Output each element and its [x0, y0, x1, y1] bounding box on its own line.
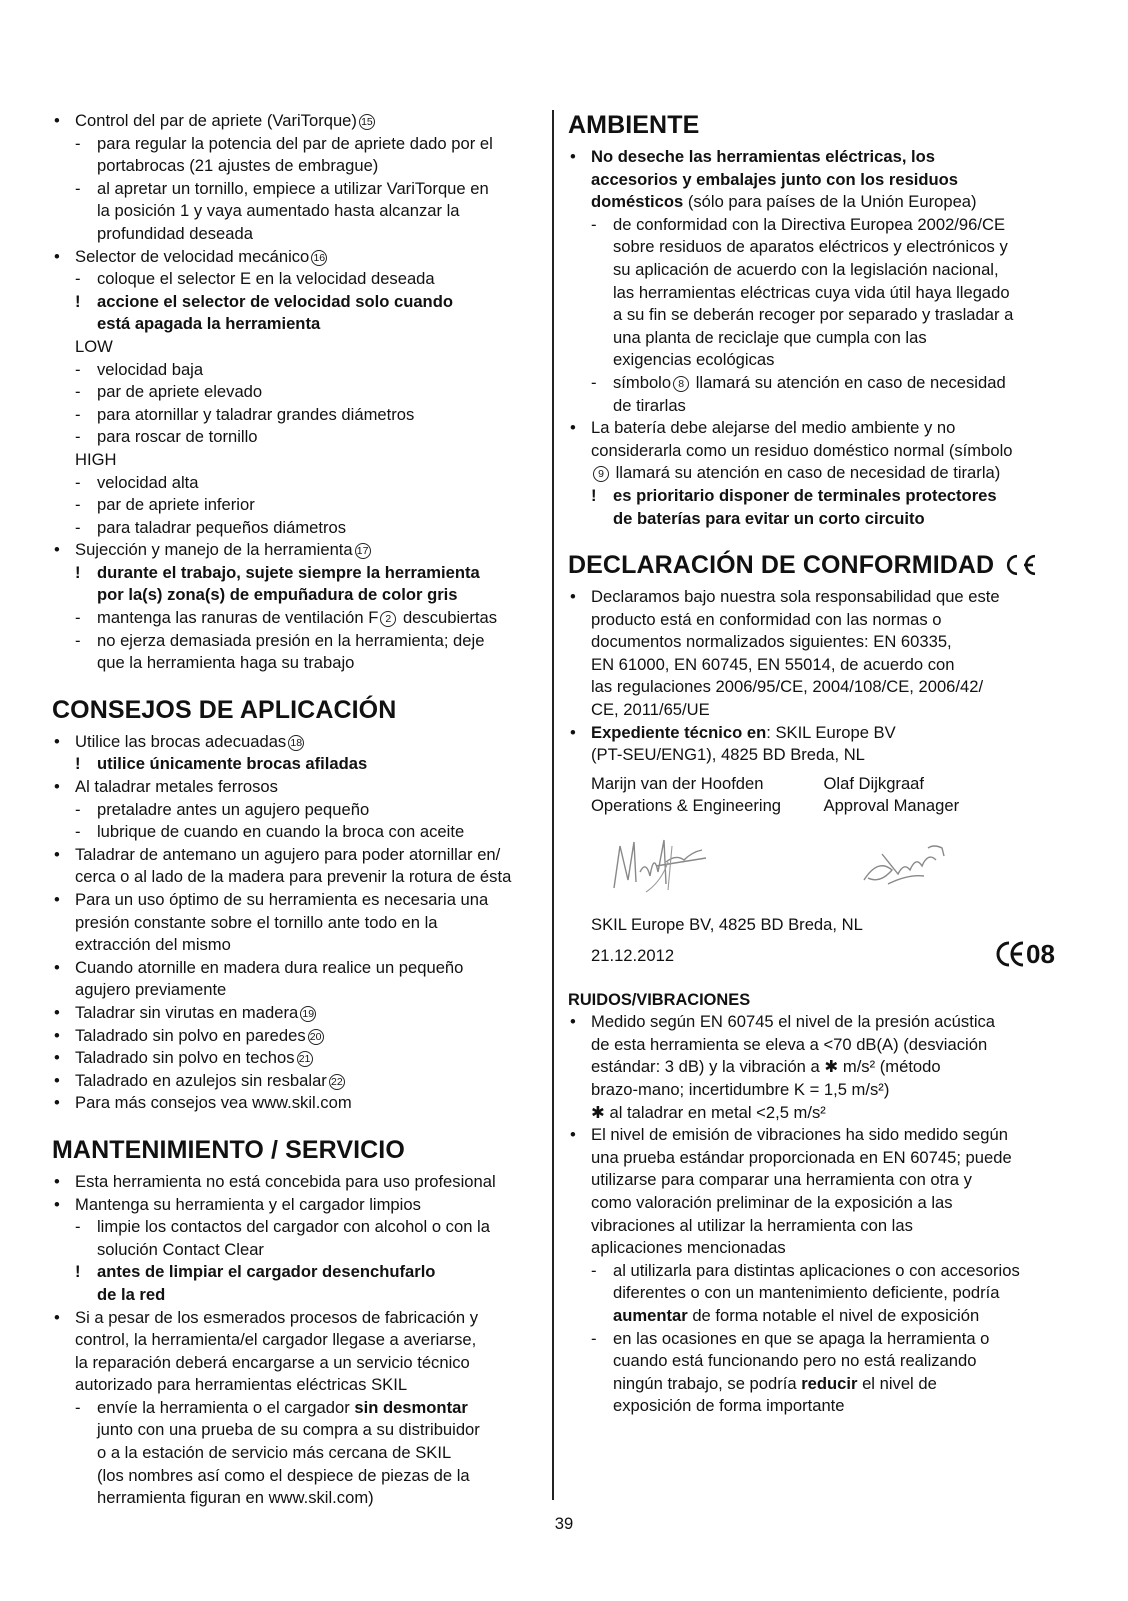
line-text: no ejerza demasiada presión en la herramienta; deje: [97, 630, 485, 650]
continuation-line: [568, 1237, 1056, 1260]
bullet-item: [52, 539, 540, 562]
line-text: accione el selector de velocidad solo cuando: [97, 291, 453, 311]
line-text: Control del par de apriete (VariTorque): [75, 111, 357, 130]
line-text: utilizarse para comparar una herramienta con otra y: [591, 1170, 972, 1190]
line-text: Al taladrar metales ferrosos: [75, 777, 278, 797]
line-text: CE, 2011/65/UE: [591, 700, 710, 720]
figure-reference-badge: 18: [288, 735, 304, 751]
continuation-line: [568, 1192, 1056, 1215]
line-text: de la red: [97, 1284, 166, 1304]
line-text: antes de limpiar el cargador desenchufarlo: [97, 1262, 436, 1282]
dash-item: [568, 372, 1056, 395]
line-text: coloque el selector E en la velocidad deseada: [97, 269, 435, 289]
continuation-line: [568, 1169, 1056, 1192]
line-text: velocidad alta: [97, 472, 199, 492]
line-text: Selector de velocidad mecánico: [75, 246, 310, 266]
signer-2-role: Approval Manager: [823, 796, 960, 816]
continuation-line: [52, 912, 540, 935]
bullet-item: [568, 1011, 1056, 1034]
line-text: para roscar de tornillo: [97, 427, 258, 447]
bullet-item: [52, 1025, 540, 1048]
line-text: presión constante sobre el tornillo ante todo en la: [75, 912, 438, 932]
mantenimiento-heading: MANTENIMIENTO / SERVICIO: [52, 1135, 405, 1164]
continuation-line: [568, 304, 1056, 327]
bullet-item: [52, 246, 540, 269]
line-text: diferentes o con un mantenimiento deficiente, podría: [613, 1283, 1000, 1303]
line-text: cerca o al lado de la madera para prevenir la rotura de ésta: [75, 867, 512, 887]
line-text: las herramientas eléctricas cuya vida útil haya llegado: [613, 282, 1010, 302]
dash-item: [52, 178, 540, 201]
line-text: es prioritario disponer de terminales protectores: [613, 485, 997, 505]
line-text: limpie los contactos del cargador con alcohol o con la: [97, 1217, 490, 1237]
signer-2-name: Olaf Dijkgraaf: [823, 773, 925, 793]
continuation-line: [568, 1305, 1056, 1328]
continuation-line: [52, 1352, 540, 1375]
line-text: par de apriete inferior: [97, 495, 255, 515]
continuation-line: [568, 631, 1056, 654]
line-text: Cuando atornille en madera dura realice un pequeño: [75, 957, 464, 977]
line-text: aumentar: [613, 1305, 688, 1325]
line-text: Taladrado sin polvo en techos: [75, 1048, 295, 1068]
continuation-line: [568, 1215, 1056, 1238]
signer-1-role: Operations & Engineering: [591, 796, 782, 816]
continuation-line: [52, 336, 540, 359]
line-text: una prueba estándar proporcionada en EN 60745; puede: [591, 1147, 1012, 1167]
line-text: El nivel de emisión de vibraciones ha sido medido según: [591, 1125, 1008, 1145]
line-text: su aplicación de acuerdo con la legislación nacional,: [613, 259, 999, 279]
line-text: de baterías para evitar un corto circuito: [613, 508, 925, 528]
mantenimiento-list: [52, 1171, 540, 1510]
line-text: la reparación deberá encargarse a un servicio técnico: [75, 1352, 470, 1372]
bullet-item: [52, 1171, 540, 1194]
figure-reference-badge: 8: [673, 376, 689, 392]
continuation-line: [52, 652, 540, 675]
continuation-line: [52, 1239, 540, 1262]
continuation-line: [52, 155, 540, 178]
continuation-line: [568, 609, 1056, 632]
bullet-item: [52, 844, 540, 867]
line-text: Declaramos bajo nuestra sola responsabilidad que este: [591, 587, 1000, 607]
continuation-line: [568, 282, 1056, 305]
continuation-line: [52, 866, 540, 889]
signature-1-image: [606, 832, 716, 896]
line-text: envíe la herramienta o el cargador: [97, 1397, 355, 1417]
line-text: lubrique de cuando en cuando la broca con aceite: [97, 822, 465, 842]
figure-reference-badge: 17: [355, 543, 371, 559]
tool-usage-list: [52, 110, 540, 675]
continuation-line: [568, 349, 1056, 372]
consejos-list: [52, 731, 540, 1115]
declaration-date: 21.12.2012: [591, 945, 675, 965]
bullet-item: [52, 110, 540, 133]
line-text: por la(s) zona(s) de empuñadura de color gris: [97, 585, 458, 605]
line-text: No deseche las herramientas eléctricas, los: [591, 147, 936, 166]
ambiente-list: [568, 146, 1056, 530]
continuation-line: [568, 440, 1056, 463]
line-text: EN 61000, EN 60745, EN 55014, de acuerdo con: [591, 654, 955, 674]
dash-item: [52, 799, 540, 822]
line-text-after: (sólo para países de la Unión Europea): [683, 192, 977, 212]
line-text: brazo-mano; incertidumbre K = 1,5 m/s²): [591, 1080, 890, 1099]
continuation-line: [568, 259, 1056, 282]
signer-1: [591, 773, 824, 818]
continuation-line: [52, 313, 540, 336]
line-text: para regular la potencia del par de apriete dado por el: [97, 133, 493, 153]
dash-item: [52, 359, 540, 382]
dash-item: [568, 214, 1056, 237]
line-text: cuando está funcionando pero no está realizando: [613, 1351, 977, 1371]
line-text: herramienta figuran en www.skil.com): [97, 1488, 374, 1508]
line-text: aplicaciones mencionadas: [591, 1238, 786, 1258]
dash-item: [52, 1397, 540, 1420]
line-text: producto está en conformidad con las normas o: [591, 609, 942, 629]
line-text: mantenga las ranuras de ventilación F: [97, 608, 379, 628]
signers-block: [568, 773, 1056, 818]
line-text: autorizado para herramientas eléctricas SKIL: [75, 1375, 408, 1395]
continuation-line: [52, 1487, 540, 1510]
line-text-after: llamará su atención en caso de necesidad de tirarla): [611, 463, 1001, 483]
continuation-line: [568, 654, 1056, 677]
continuation-line: [568, 1147, 1056, 1170]
declaracion-list: [568, 586, 1056, 767]
line-text: que la herramienta haga su trabajo: [97, 653, 355, 673]
line-text: Para un uso óptimo de su herramienta es necesaria una: [75, 890, 489, 909]
line-text: símbolo: [613, 372, 672, 392]
continuation-line: [568, 395, 1056, 418]
warning-item: [52, 562, 540, 585]
line-text: LOW: [75, 336, 113, 356]
continuation-line: [52, 1374, 540, 1397]
line-text: exposición de forma importante: [613, 1396, 845, 1416]
continuation-line: [52, 449, 540, 472]
line-text: en las ocasiones en que se apaga la herramienta o: [613, 1328, 990, 1348]
dash-item: [568, 1260, 1056, 1283]
continuation-line: [568, 744, 1056, 767]
line-text: ningún trabajo, se podría: [613, 1373, 802, 1393]
line-text: exigencias ecológicas: [613, 350, 775, 370]
bullet-item: [52, 957, 540, 980]
continuation-line: [568, 1373, 1056, 1396]
bullet-item: [52, 1070, 540, 1093]
line-text: como valoración preliminar de la exposición a las: [591, 1192, 953, 1212]
figure-reference-badge: 2: [380, 611, 396, 627]
figure-reference-badge: 16: [311, 250, 327, 266]
line-text: velocidad baja: [97, 359, 204, 379]
line-text: ✱ al taladrar en metal <2,5 m/s²: [591, 1102, 826, 1122]
bullet-item: [568, 586, 1056, 609]
bullet-item: [568, 1124, 1056, 1147]
bullet-item: [568, 722, 1056, 745]
continuation-line: [568, 1282, 1056, 1305]
continuation-line: [52, 1329, 540, 1352]
ruidos-heading: RUIDOS/VIBRACIONES: [568, 990, 751, 1009]
line-text: al utilizarla para distintas aplicaciones o con accesorios: [613, 1260, 1020, 1280]
dash-item: [52, 268, 540, 291]
dash-item: [568, 1328, 1056, 1351]
continuation-line: [568, 1034, 1056, 1057]
signer-1-name: Marijn van der Hoofden: [591, 773, 764, 793]
line-text: considerarla como un residuo doméstico normal (símbolo: [591, 440, 1013, 460]
dash-item: [52, 821, 540, 844]
line-text: junto con una prueba de su compra a su distribuidor: [97, 1420, 480, 1440]
line-text: durante el trabajo, sujete siempre la herramienta: [97, 562, 480, 582]
line-text: Expediente técnico en: [591, 722, 767, 742]
line-text: las regulaciones 2006/95/CE, 2004/108/CE, 2006/42/: [591, 677, 984, 697]
line-text: de esta herramienta se eleva a <70 dB(A) (desviación: [591, 1034, 988, 1054]
line-text: una planta de reciclaje que cumpla con las: [613, 327, 927, 347]
warning-item: [568, 485, 1056, 508]
declaracion-title: DECLARACIÓN DE CONFORMIDAD: [568, 551, 995, 580]
figure-reference-badge: 19: [300, 1006, 316, 1022]
dash-item: [52, 1216, 540, 1239]
line-text: para atornillar y taladrar grandes diámetros: [97, 404, 415, 424]
line-text: accesorios y embalajes junto con los residuos: [591, 169, 959, 189]
line-text: de conformidad con la Directiva Europea 2002/96/CE: [613, 214, 1006, 234]
figure-reference-badge: 15: [359, 114, 375, 130]
line-text: sobre residuos de aparatos eléctricos y electrónicos y: [613, 237, 1008, 257]
line-text: Para más consejos vea www.skil.com: [75, 1093, 352, 1113]
figure-reference-badge: 22: [329, 1074, 345, 1090]
line-text: pretaladre antes un agujero pequeño: [97, 799, 370, 819]
continuation-line: [568, 191, 1056, 214]
line-text: Taladrado en azulejos sin resbalar: [75, 1070, 327, 1090]
figure-reference-badge: 9: [593, 466, 609, 482]
bullet-item: [568, 417, 1056, 440]
line-text: utilice únicamente brocas afiladas: [97, 754, 368, 774]
left-column: [52, 110, 540, 1510]
page-number: 39: [554, 1514, 574, 1533]
line-text: al apretar un tornillo, empiece a utilizar VariTorque en: [97, 178, 489, 198]
line-text-after: de forma notable el nivel de exposición: [687, 1305, 980, 1325]
right-column: [568, 110, 1056, 1418]
bullet-item: [52, 1002, 540, 1025]
line-text-after: : SKIL Europe BV: [766, 722, 896, 742]
warning-item: [52, 1261, 540, 1284]
consejos-heading: CONSEJOS DE APLICACIÓN: [52, 695, 397, 724]
line-text: la posición 1 y vaya aumentado hasta alcanzar la: [97, 201, 460, 221]
date-row: [568, 938, 1056, 975]
continuation-line: [568, 676, 1056, 699]
line-text-after: llamará su atención en caso de necesidad: [691, 372, 1006, 392]
dash-item: [52, 517, 540, 540]
company-line: SKIL Europe BV, 4825 BD Breda, NL: [591, 915, 863, 935]
column-divider: [552, 110, 554, 1500]
line-text-after: el nivel de: [857, 1373, 937, 1393]
continuation-line: [568, 1350, 1056, 1373]
dash-item: [52, 630, 540, 653]
line-text: Utilice las brocas adecuadas: [75, 731, 287, 751]
line-text: vibraciones al utilizar la herramienta con las: [591, 1215, 913, 1235]
bullet-item: [568, 146, 1056, 169]
continuation-line: [568, 1395, 1056, 1418]
line-text: solución Contact Clear: [97, 1239, 264, 1259]
continuation-line: [568, 327, 1056, 350]
line-text: Taladrar de antemano un agujero para poder atornillar en/: [75, 844, 501, 864]
continuation-line: [52, 1284, 540, 1307]
line-text: Sujección y manejo de la herramienta: [75, 540, 353, 560]
continuation-line: [568, 462, 1056, 485]
continuation-line: [568, 236, 1056, 259]
line-text: (PT-SEU/ENG1), 4825 BD Breda, NL: [591, 745, 865, 765]
ambiente-heading: AMBIENTE: [568, 111, 700, 139]
line-text: portabrocas (21 ajustes de embrague): [97, 156, 379, 176]
line-text: agujero previamente: [75, 980, 227, 1000]
line-text: par de apriete elevado: [97, 382, 263, 402]
line-emphasis: reducir: [801, 1373, 858, 1393]
warning-item: [52, 291, 540, 314]
continuation-line: [52, 1465, 540, 1488]
continuation-line: [568, 508, 1056, 531]
dash-item: [52, 494, 540, 517]
declaracion-heading: [568, 550, 1056, 580]
continuation-line: [52, 223, 540, 246]
bullet-item: [52, 731, 540, 754]
line-text: está apagada la herramienta: [97, 314, 321, 334]
line-text: Si a pesar de los esmerados procesos de fabricación y: [75, 1307, 479, 1327]
line-text: estándar: 3 dB) y la vibración a ✱ m/s² (método: [591, 1057, 941, 1077]
line-text-after: descubiertas: [398, 608, 498, 628]
bullet-item: [52, 889, 540, 912]
continuation-line: [52, 934, 540, 957]
line-text: para taladrar pequeños diámetros: [97, 517, 347, 537]
figure-reference-badge: 20: [308, 1029, 324, 1045]
line-text: (los nombres así como el despiece de piezas de la: [97, 1465, 470, 1485]
ce-year: 08: [1026, 938, 1055, 969]
continuation-line: [568, 1079, 1056, 1102]
continuation-line: [52, 979, 540, 1002]
dash-item: [52, 426, 540, 449]
dash-item: [52, 381, 540, 404]
continuation-line: [52, 1442, 540, 1465]
line-text: domésticos: [591, 192, 684, 212]
line-text: documentos normalizados siguientes: EN 60335,: [591, 632, 952, 652]
ce-08-mark: [996, 939, 1054, 976]
bullet-item: [52, 1194, 540, 1217]
continuation-line: [52, 1419, 540, 1442]
continuation-line: [568, 169, 1056, 192]
line-text: HIGH: [75, 449, 117, 469]
line-text: La batería debe alejarse del medio ambiente y no: [591, 418, 956, 438]
signatures-row: [568, 818, 1056, 914]
bullet-item: [52, 1047, 540, 1070]
line-text: Taladrado sin polvo en paredes: [75, 1025, 306, 1045]
bullet-item: [52, 1307, 540, 1330]
continuation-line: [568, 699, 1056, 722]
line-text: Medido según EN 60745 el nivel de la presión acústica: [591, 1012, 996, 1032]
line-text: o a la estación de servicio más cercana de SKIL: [97, 1443, 452, 1463]
continuation-line: [52, 200, 540, 223]
dash-item: [52, 472, 540, 495]
line-text: profundidad deseada: [97, 223, 253, 243]
continuation-line: [568, 1102, 1056, 1125]
line-emphasis: sin desmontar: [354, 1397, 468, 1417]
line-text: Esta herramienta no está concebida para uso profesional: [75, 1171, 496, 1191]
line-text: extracción del mismo: [75, 935, 231, 955]
warning-item: [52, 753, 540, 776]
continuation-line: [52, 584, 540, 607]
bullet-item: [52, 776, 540, 799]
ruidos-list: [568, 1011, 1056, 1418]
signature-2-image: [858, 840, 954, 892]
figure-reference-badge: 21: [297, 1051, 313, 1067]
ce-mark-icon: [1002, 553, 1038, 577]
line-text: control, la herramienta/el cargador llegase a averiarse,: [75, 1330, 477, 1350]
signer-2: [824, 773, 1057, 818]
line-text: Taladrar sin virutas en madera: [75, 1002, 299, 1022]
line-text: Mantenga su herramienta y el cargador limpios: [75, 1194, 421, 1214]
dash-item: [52, 133, 540, 156]
dash-item: [52, 607, 540, 630]
bullet-item: [52, 1092, 540, 1115]
dash-item: [52, 404, 540, 427]
continuation-line: [568, 1056, 1056, 1079]
line-text: de tirarlas: [613, 395, 686, 415]
line-text: a su fin se deberán recoger por separado y trasladar a: [613, 305, 1014, 325]
